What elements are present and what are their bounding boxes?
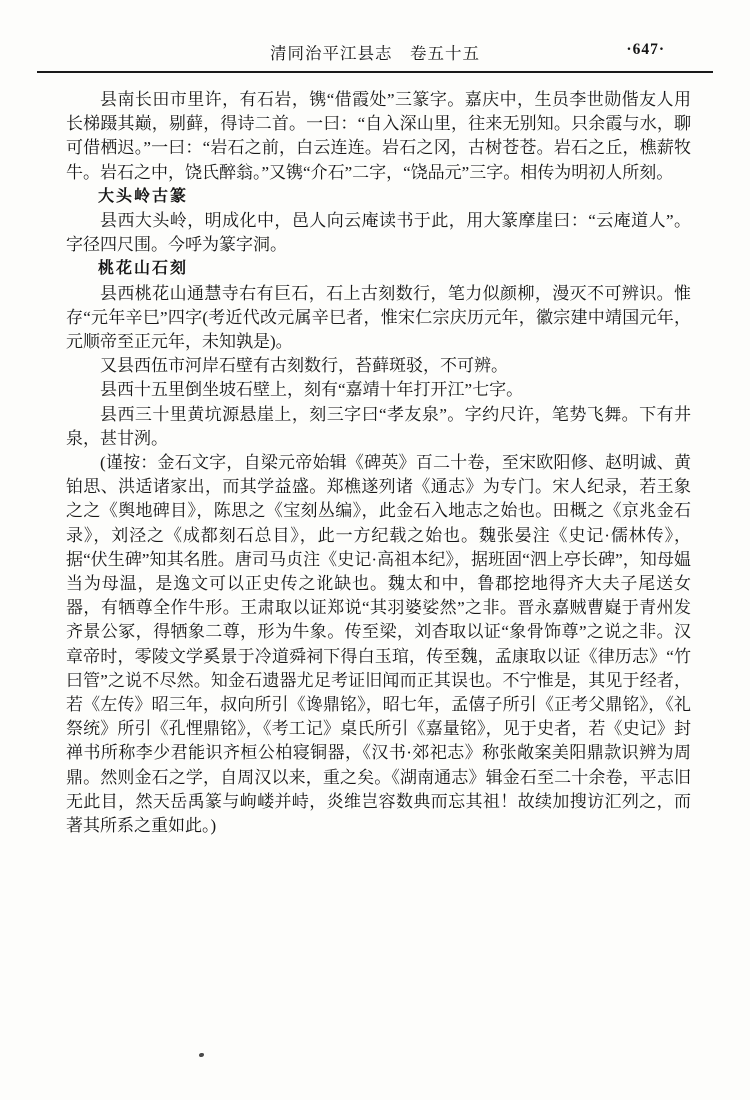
- section-heading: 大头岭古篆: [98, 187, 189, 205]
- section-heading: 桃花山石刻: [98, 260, 189, 278]
- page-header: [37, 40, 713, 66]
- paragraph: 又县西伍市河岸石壁有古刻数行，苔藓斑驳，不可辨。: [100, 356, 508, 376]
- paragraph: 县西大头岭，明成化中，邑人向云庵读书于此，用大篆摩崖曰：“云庵道人”。字径四尺围。今呼为篆字洞。: [66, 211, 691, 255]
- book-title: 清同治平江县志 卷五十五: [270, 44, 480, 63]
- paragraph: 县西十五里倒坐坡石壁上，刻有“嘉靖十年打开江”七字。: [100, 380, 524, 400]
- paragraph: 县南长田市里许，有石岩，镌“借霞处”三篆字。嘉庆中，生员李世勋偕友人用长梯蹑其巅，剔藓，得诗二首。一曰：“自入深山里，往来无别知。只余霞与水，聊可借栖迟。”一曰：“岩石之前，白云连连。岩石之冈，古树苍苍。岩石之丘，樵薪牧牛。岩石之中，饶氏醉翁。”又镌“介石”二字，“饶品元”三字。相传为明初人所刻。: [66, 90, 691, 182]
- body-text: [66, 88, 691, 838]
- header-divider: [37, 71, 713, 73]
- paragraph: 县西三十里黄坑源悬崖上，刻三字曰“孝友泉”。字约尺许，笔势飞舞。下有井泉，甚甘洌。: [66, 404, 691, 448]
- ink-speck: [199, 1053, 204, 1057]
- paragraph: 县西桃花山通慧寺右有巨石，石上古刻数行，笔力似颜柳，漫灭不可辨识。惟存“元年辛巳”四字(考近代改元属辛巳者，惟宋仁宗庆历元年，徽宗建中靖国元年，元顺帝至正元年，未知孰是)。: [66, 283, 691, 352]
- page-number: ·647·: [626, 41, 665, 58]
- paragraph: (谨按：金石文字，自梁元帝始辑《碑英》百二十卷，至宋欧阳修、赵明诚、黄铂思、洪适诸家出，而其学益盛。郑樵遂列诸《通志》为专门。宋人纪录，若王象之之《舆地碑目》，陈思之《宝刻丛编》，此金石入地志之始也。田概之《京兆金石录》，刘泾之《成都刻石总目》，此一方纪载之始也。魏张晏注《史记·儒林传》，据“伏生碑”知其名胜。唐司马贞注《史记·高祖本纪》，据班固“泗上亭长碑”，知母媪当为母温，是逸文可以正史传之讹缺也。魏太和中，鲁郡挖地得齐大夫子尾送女器，有牺尊全作牛形。王肃取以证郑说“其羽婆娑然”之非。晋永嘉贼曹嶷于青州发齐景公冢，得牺象二尊，形为牛象。传至梁，刘杳取以证“象骨饰尊”之说之非。汉章帝时，零陵文学奚景于冷道舜祠下得白玉琯，传至魏，孟康取以证《律历志》“竹曰管”之说不尽然。知金石遗器尤足考证旧闻而正其误也。不宁惟是，其见于经者，若《左传》昭三年，叔向所引《谗鼎铭》，昭七年，孟僖子所引《正考父鼎铭》，《礼祭统》所引《孔悝鼎铭》，《考工记》桌氏所引《嘉量铭》，见于史者，若《史记》封禅书所称李少君能识齐桓公柏寝铜器，《汉书·郊祀志》称张敞案美阳鼎款识辨为周鼎。然则金石之学，自周汉以来，重之矣。《湖南通志》辑金石至二十余卷，平志旧无此目，然天岳禹篆与岣嵝并峙，炎维岂容数典而忘其祖！故续加搜访汇列之，而著其所系之重如此。): [66, 453, 691, 836]
